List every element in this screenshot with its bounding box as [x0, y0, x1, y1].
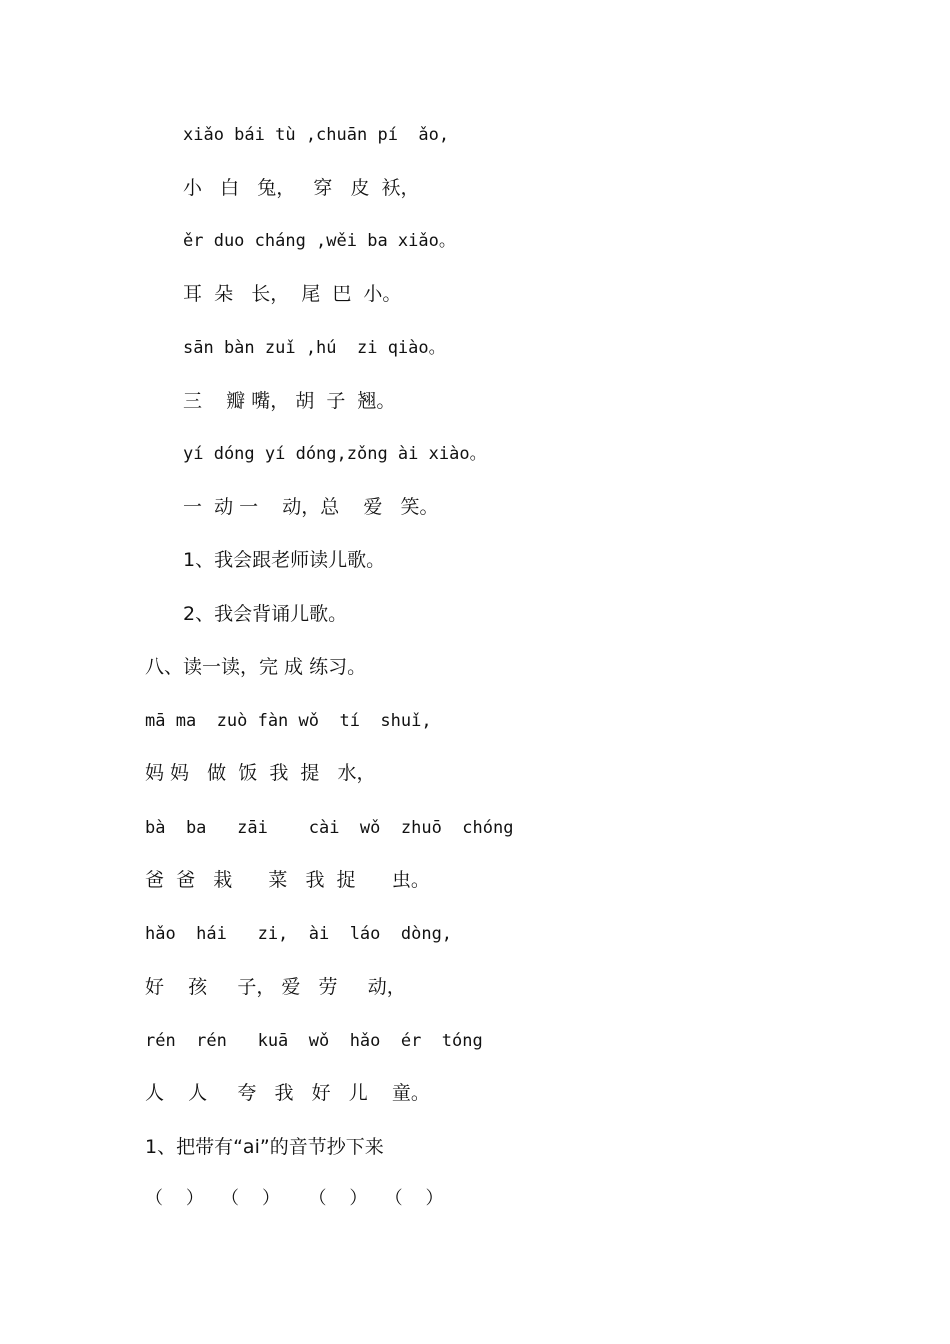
- poem1-hanzi-line-1: 小 白 兔， 穿 皮 袄，: [183, 177, 420, 199]
- poem1-pinyin-line-1: xiǎo bái tù ,chuān pí ǎo,: [183, 125, 450, 145]
- poem1-hanzi-line-4: 一 动 一 动，总 爱 笑。: [183, 496, 439, 518]
- poem1-hanzi-line-2: 耳 朵 长， 尾 巴 小。: [183, 283, 402, 305]
- poem1-pinyin-line-4: yí dóng yí dóng,zǒng ài xiào。: [183, 444, 487, 464]
- section8-hanzi-line-2: 爸 爸 栽 菜 我 捉 虫。: [145, 869, 430, 891]
- poem1-hanzi-line-3: 三 瓣 嘴， 胡 子 翘。: [183, 390, 396, 412]
- poem1-task-1: 1、我会跟老师读儿歌。: [183, 549, 386, 571]
- poem1-task-2: 2、我会背诵儿歌。: [183, 603, 348, 625]
- answer-blanks: （ ） （ ） （ ） （ ）: [145, 1188, 444, 1209]
- section8-pinyin-line-2: bà ba zāi cài wǒ zhuō chóng: [145, 818, 514, 838]
- section8-pinyin-line-4: rén rén kuā wǒ hǎo ér tóng: [145, 1031, 483, 1051]
- section8-hanzi-line-4: 人 人 夸 我 好 儿 童。: [145, 1082, 430, 1104]
- section8-question-1: 1、把带有“ai”的音节抄下来: [145, 1136, 384, 1158]
- section8-hanzi-line-1: 妈 妈 做 饭 我 提 水，: [145, 762, 376, 784]
- section8-hanzi-line-3: 好 孩 子， 爱 劳 动，: [145, 976, 406, 998]
- section8-heading: 八、读一读，完 成 练习。: [145, 656, 367, 678]
- poem1-pinyin-line-2: ěr duo cháng ,wěi ba xiǎo。: [183, 231, 456, 251]
- section8-pinyin-line-1: mā ma zuò fàn wǒ tí shuǐ,: [145, 711, 432, 731]
- poem1-pinyin-line-3: sān bàn zuǐ ,hú zi qiào。: [183, 338, 446, 358]
- section8-pinyin-line-3: hǎo hái zi, ài láo dòng,: [145, 924, 453, 944]
